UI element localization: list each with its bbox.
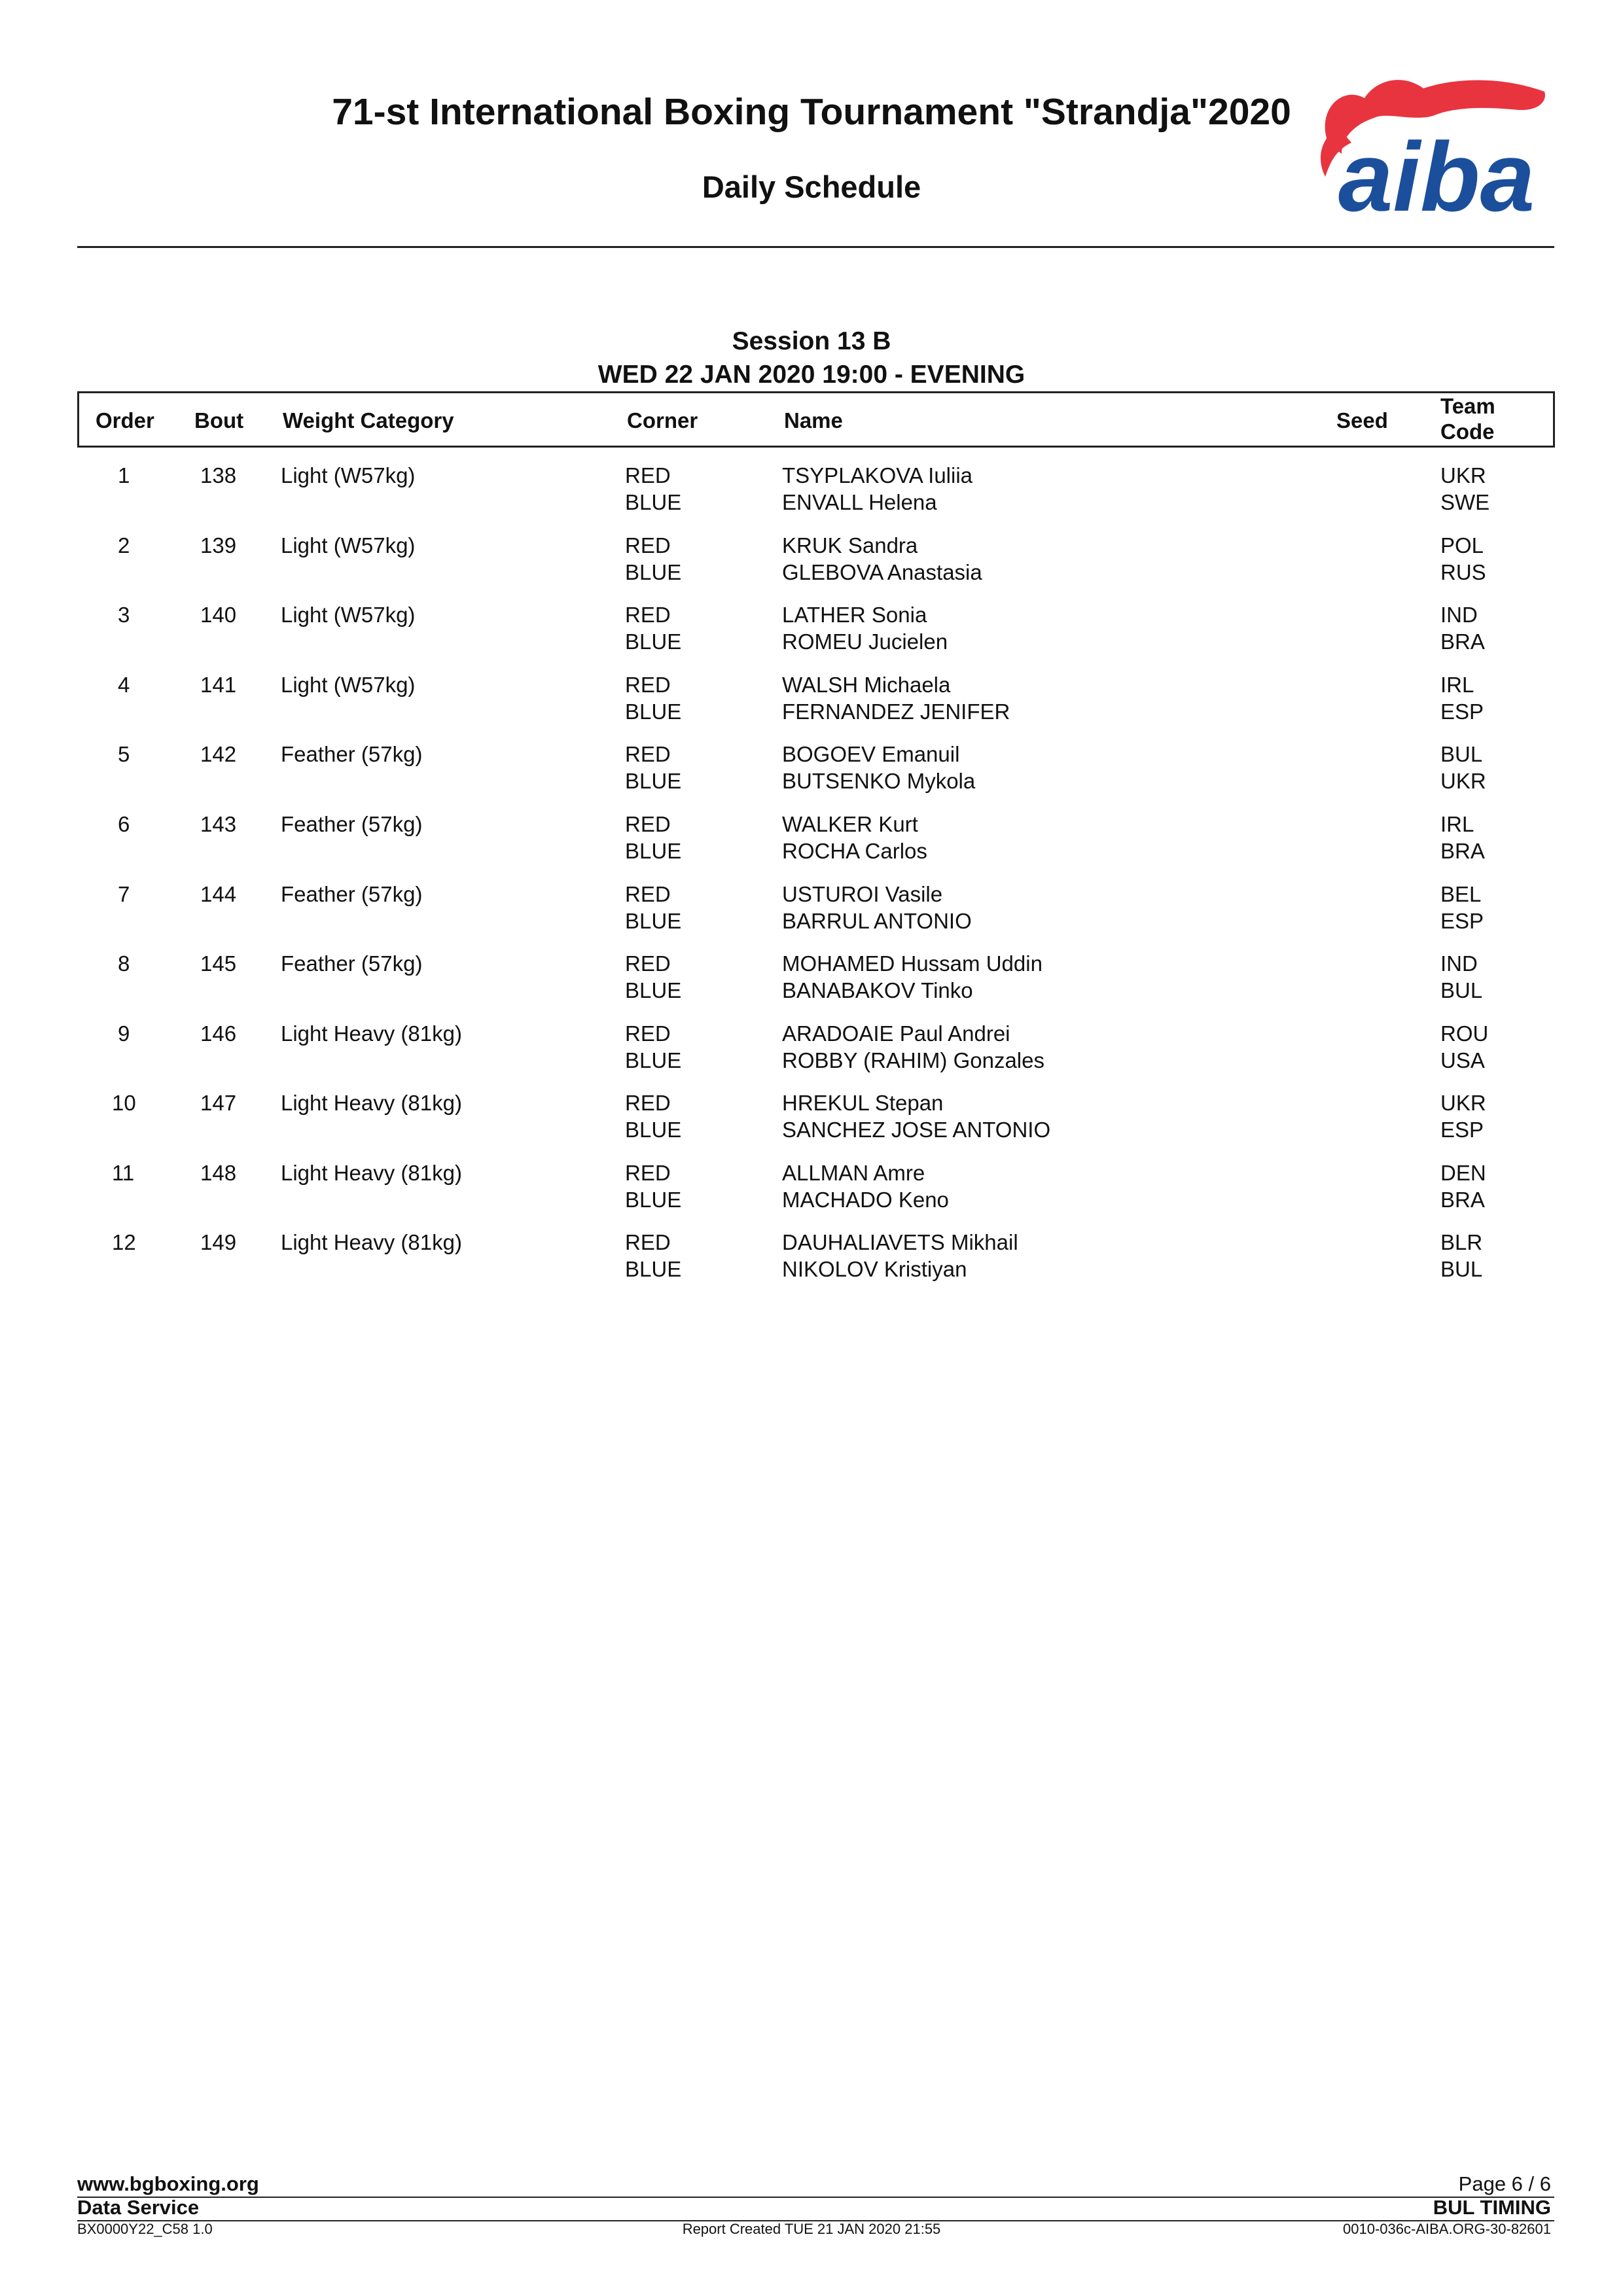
cell-corner-blue: BLUE	[625, 769, 682, 793]
cell-team-blue: BRA	[1440, 839, 1485, 863]
cell-corner-red: RED	[625, 533, 671, 557]
cell-order: 4	[118, 673, 130, 697]
cell-team-red: UKR	[1440, 1091, 1486, 1115]
footer-website-link[interactable]: www.bgboxing.org	[77, 2172, 259, 2195]
cell-weight: Feather (57kg)	[281, 951, 423, 976]
cell-name-red: WALSH Michaela	[782, 673, 951, 697]
cell-name-blue: ENVALL Helena	[782, 490, 937, 514]
cell-name-blue: BARRUL ANTONIO	[782, 909, 972, 933]
cell-name-blue: ROMEU Jucielen	[782, 629, 948, 654]
page-title: 71-st International Boxing Tournament "Strandja"2020	[332, 91, 1291, 133]
footer-page-number: Page 6 / 6	[1458, 2172, 1551, 2195]
cell-order: 12	[112, 1230, 136, 1254]
table-row	[0, 742, 1623, 807]
cell-name-blue: BUTSENKO Mykola	[782, 769, 976, 793]
cell-corner-blue: BLUE	[625, 1188, 682, 1212]
session-datetime: WED 22 JAN 2020 19:00 - EVENING	[597, 361, 1026, 389]
cell-order: 9	[118, 1021, 130, 1046]
logo-wordmark: aiba	[1338, 122, 1535, 216]
cell-corner-red: RED	[625, 812, 671, 836]
cell-weight: Feather (57kg)	[281, 812, 423, 836]
cell-bout: 139	[200, 533, 237, 557]
cell-corner-red: RED	[625, 1230, 671, 1254]
cell-team-red: BEL	[1440, 882, 1482, 906]
footer-divider-top	[77, 2197, 1554, 2198]
table-row	[0, 533, 1623, 599]
header-name: Name	[784, 408, 843, 433]
footer-timing: BUL TIMING	[1433, 2196, 1551, 2219]
cell-corner-blue: BLUE	[625, 909, 682, 933]
cell-name-red: LATHER Sonia	[782, 603, 927, 627]
cell-corner-blue: BLUE	[625, 978, 682, 1002]
cell-order: 2	[118, 533, 130, 557]
header-weight: Weight Category	[283, 408, 454, 433]
cell-name-red: USTUROI Vasile	[782, 882, 943, 906]
cell-name-red: MOHAMED Hussam Uddin	[782, 951, 1043, 976]
cell-team-red: DEN	[1440, 1161, 1486, 1185]
cell-order: 5	[118, 742, 130, 766]
cell-corner-red: RED	[625, 1021, 671, 1046]
cell-bout: 149	[200, 1230, 237, 1254]
footer-reference: 0010-036c-AIBA.ORG-30-82601	[1343, 2221, 1551, 2237]
table-row	[0, 951, 1623, 1017]
table-row	[0, 812, 1623, 877]
cell-weight: Light (W57kg)	[281, 603, 416, 627]
header-seed: Seed	[1336, 408, 1388, 433]
footer-data-service: Data Service	[77, 2196, 200, 2219]
cell-name-red: WALKER Kurt	[782, 812, 918, 836]
cell-name-blue: ROCHA Carlos	[782, 839, 927, 863]
cell-corner-red: RED	[625, 1161, 671, 1185]
header-code: Code	[1440, 419, 1495, 444]
cell-order: 10	[112, 1091, 136, 1115]
cell-name-red: HREKUL Stepan	[782, 1091, 944, 1115]
cell-order: 8	[118, 951, 130, 976]
cell-corner-red: RED	[625, 882, 671, 906]
cell-bout: 144	[200, 882, 237, 906]
cell-team-red: BUL	[1440, 742, 1483, 766]
cell-team-red: IRL	[1440, 812, 1474, 836]
cell-name-red: DAUHALIAVETS Mikhail	[782, 1230, 1018, 1254]
cell-weight: Feather (57kg)	[281, 882, 423, 906]
cell-team-blue: RUS	[1440, 560, 1486, 584]
cell-order: 11	[112, 1161, 135, 1185]
cell-bout: 145	[200, 951, 237, 976]
cell-weight: Light Heavy (81kg)	[281, 1021, 462, 1046]
cell-corner-red: RED	[625, 742, 671, 766]
cell-name-blue: GLEBOVA Anastasia	[782, 560, 982, 584]
cell-name-red: BOGOEV Emanuil	[782, 742, 960, 766]
cell-weight: Light (W57kg)	[281, 533, 416, 557]
cell-weight: Light (W57kg)	[281, 463, 416, 487]
cell-team-blue: BRA	[1440, 629, 1485, 654]
cell-team-red: IND	[1440, 951, 1478, 976]
cell-team-red: IRL	[1440, 673, 1474, 697]
cell-team-blue: BUL	[1440, 978, 1483, 1002]
table-header	[77, 391, 1555, 448]
cell-name-red: ALLMAN Amre	[782, 1161, 925, 1185]
cell-order: 6	[118, 812, 130, 836]
cell-corner-red: RED	[625, 673, 671, 697]
cell-team-blue: ESP	[1440, 909, 1484, 933]
cell-corner-red: RED	[625, 1091, 671, 1115]
cell-team-blue: ESP	[1440, 1118, 1484, 1142]
footer-report-created: Report Created TUE 21 JAN 2020 21:55	[682, 2221, 941, 2237]
cell-corner-red: RED	[625, 951, 671, 976]
cell-bout: 138	[200, 463, 237, 487]
header-divider	[77, 246, 1554, 248]
cell-corner-blue: BLUE	[625, 839, 682, 863]
cell-bout: 142	[200, 742, 237, 766]
cell-order: 7	[118, 882, 130, 906]
footer-doc-code: BX0000Y22_C58 1.0	[77, 2221, 213, 2237]
cell-corner-blue: BLUE	[625, 1118, 682, 1142]
header-bout: Bout	[194, 408, 244, 433]
cell-name-blue: ROBBY (RAHIM) Gonzales	[782, 1048, 1044, 1072]
cell-team-blue: USA	[1440, 1048, 1485, 1072]
cell-team-red: BLR	[1440, 1230, 1483, 1254]
cell-team-blue: ESP	[1440, 699, 1484, 724]
cell-team-red: UKR	[1440, 463, 1486, 487]
table-row	[0, 1091, 1623, 1156]
cell-weight: Light (W57kg)	[281, 673, 416, 697]
cell-corner-blue: BLUE	[625, 629, 682, 654]
aiba-logo	[1302, 65, 1551, 216]
cell-weight: Light Heavy (81kg)	[281, 1091, 462, 1115]
cell-name-blue: MACHADO Keno	[782, 1188, 949, 1212]
cell-name-blue: FERNANDEZ JENIFER	[782, 699, 1010, 724]
cell-team-blue: SWE	[1440, 490, 1490, 514]
cell-corner-red: RED	[625, 463, 671, 487]
cell-bout: 143	[200, 812, 237, 836]
cell-bout: 140	[200, 603, 237, 627]
cell-bout: 146	[200, 1021, 237, 1046]
cell-corner-blue: BLUE	[625, 1257, 682, 1281]
table-row	[0, 882, 1623, 947]
table-row	[0, 1161, 1623, 1226]
cell-bout: 148	[200, 1161, 237, 1185]
cell-bout: 147	[200, 1091, 237, 1115]
header-corner: Corner	[627, 408, 698, 433]
header-team: Team	[1440, 394, 1495, 418]
session-name: Session 13 B	[732, 327, 891, 355]
cell-order: 3	[118, 603, 130, 627]
cell-team-blue: UKR	[1440, 769, 1486, 793]
cell-order: 1	[118, 463, 130, 487]
table-row	[0, 463, 1623, 529]
table-row	[0, 603, 1623, 668]
cell-name-red: ARADOAIE Paul Andrei	[782, 1021, 1010, 1046]
cell-corner-red: RED	[625, 603, 671, 627]
cell-team-red: POL	[1440, 533, 1484, 557]
cell-name-red: TSYPLAKOVA Iuliia	[782, 463, 973, 487]
cell-weight: Light Heavy (81kg)	[281, 1230, 462, 1254]
cell-team-blue: BUL	[1440, 1257, 1483, 1281]
cell-name-blue: BANABAKOV Tinko	[782, 978, 973, 1002]
table-row	[0, 673, 1623, 738]
header-order: Order	[96, 408, 154, 433]
cell-corner-blue: BLUE	[625, 699, 682, 724]
cell-bout: 141	[200, 673, 237, 697]
cell-team-blue: BRA	[1440, 1188, 1485, 1212]
cell-corner-blue: BLUE	[625, 1048, 682, 1072]
cell-weight: Light Heavy (81kg)	[281, 1161, 462, 1185]
cell-name-blue: SANCHEZ JOSE ANTONIO	[782, 1118, 1051, 1142]
cell-name-blue: NIKOLOV Kristiyan	[782, 1257, 967, 1281]
cell-team-red: IND	[1440, 603, 1478, 627]
cell-team-red: ROU	[1440, 1021, 1489, 1046]
cell-corner-blue: BLUE	[625, 560, 682, 584]
table-row	[0, 1230, 1623, 1296]
cell-corner-blue: BLUE	[625, 490, 682, 514]
cell-weight: Feather (57kg)	[281, 742, 423, 766]
cell-name-red: KRUK Sandra	[782, 533, 918, 557]
page-subtitle: Daily Schedule	[702, 169, 921, 204]
table-row	[0, 1021, 1623, 1087]
